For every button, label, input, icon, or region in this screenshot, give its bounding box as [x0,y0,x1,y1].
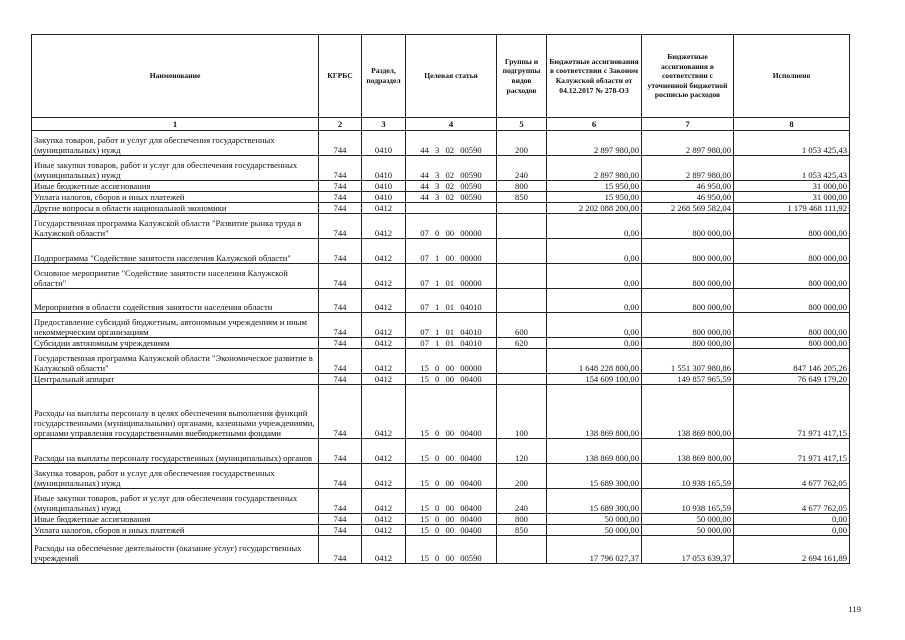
cell-executed: 31 000,00 [734,181,850,192]
header-section: Раздел, подраздел [362,35,406,118]
table-row [32,439,850,464]
cell-law: 0,00 [547,289,642,313]
cell-target: 07 1 01 04010 [406,289,497,313]
cell-executed: 800 000,00 [734,239,850,264]
cell-law: 138 869 800,00 [547,385,642,439]
cell-target [406,203,497,214]
cell-revised: 149 857 965,59 [642,374,734,385]
cell-group: 800 [497,514,547,525]
cell-revised: 46 950,00 [642,181,734,192]
cell-executed: 1 179 468 111,92 [734,203,850,214]
cell-law: 2 897 980,00 [547,131,642,156]
cell-revised: 2 897 980,00 [642,156,734,181]
cell-kgrbs: 744 [319,514,362,525]
cell-revised: 800 000,00 [642,289,734,313]
cell-kgrbs: 744 [319,525,362,536]
cell-kgrbs: 744 [319,349,362,374]
cell-law: 17 796 027,37 [547,536,642,564]
cell-revised: 800 000,00 [642,214,734,239]
table-body [32,131,850,564]
cell-group: 620 [497,338,547,349]
table-row [32,525,850,536]
cell-name: Субсидии автономным учреждениям [32,338,319,349]
cell-group [497,374,547,385]
cell-target: 15 0 00 00400 [406,374,497,385]
cell-group [497,289,547,313]
cell-revised: 800 000,00 [642,239,734,264]
column-number: 2 [319,118,362,131]
table-row [32,349,850,374]
cell-target: 07 1 01 04010 [406,313,497,338]
column-number: 3 [362,118,406,131]
cell-group: 240 [497,156,547,181]
cell-executed: 800 000,00 [734,214,850,239]
cell-executed: 0,00 [734,525,850,536]
cell-kgrbs: 744 [319,338,362,349]
table-row [32,131,850,156]
cell-target: 15 0 00 00400 [406,385,497,439]
cell-executed: 800 000,00 [734,313,850,338]
cell-law: 15 689 300,00 [547,489,642,514]
table-row [32,338,850,349]
cell-section: 0410 [362,131,406,156]
cell-executed: 31 000,00 [734,192,850,203]
cell-group: 100 [497,385,547,439]
cell-section: 0412 [362,214,406,239]
cell-executed: 0,00 [734,514,850,525]
header-group: Группы и подгруппы видов расходов [497,35,547,118]
cell-kgrbs: 744 [319,264,362,289]
cell-group [497,536,547,564]
cell-name: Иные закупки товаров, работ и услуг для обеспечения государственных (муниципальных) нужд [32,156,319,181]
table-row [32,313,850,338]
column-number: 6 [547,118,642,131]
cell-target: 15 0 00 00400 [406,464,497,489]
cell-target: 44 3 02 00590 [406,192,497,203]
cell-law: 50 000,00 [547,514,642,525]
cell-name: Иные бюджетные ассигнования [32,181,319,192]
cell-target: 07 1 01 00000 [406,264,497,289]
cell-target: 15 0 00 00000 [406,349,497,374]
cell-law: 15 950,00 [547,192,642,203]
cell-revised: 50 000,00 [642,514,734,525]
cell-group: 240 [497,489,547,514]
cell-section: 0410 [362,192,406,203]
cell-section: 0412 [362,536,406,564]
cell-section: 0412 [362,439,406,464]
cell-group [497,203,547,214]
cell-kgrbs: 744 [319,439,362,464]
header-row [32,35,850,118]
cell-kgrbs: 744 [319,289,362,313]
cell-kgrbs: 744 [319,192,362,203]
header-law: Бюджетные ассигнования в соответствии с Законом Калужской области от 04.12.2017 № 278-ОЗ [547,35,642,118]
cell-revised: 10 938 165,59 [642,464,734,489]
cell-revised: 46 950,00 [642,192,734,203]
cell-section: 0412 [362,239,406,264]
cell-executed: 1 053 425,43 [734,131,850,156]
cell-revised: 800 000,00 [642,264,734,289]
cell-executed: 71 971 417,15 [734,385,850,439]
cell-section: 0412 [362,338,406,349]
cell-name: Государственная программа Калужской области "Экономическое развитие в Калужской области" [32,349,319,374]
cell-revised: 2 268 569 582,04 [642,203,734,214]
table-row [32,203,850,214]
header-name: Наименование [32,35,319,118]
cell-executed: 76 649 179,20 [734,374,850,385]
cell-executed: 4 677 762,05 [734,489,850,514]
cell-revised: 138 869 800,00 [642,439,734,464]
cell-section: 0412 [362,264,406,289]
cell-target: 15 0 00 00400 [406,514,497,525]
header-executed: Исполнено [734,35,850,118]
cell-section: 0410 [362,181,406,192]
cell-name: Государственная программа Калужской области "Развитие рынка труда в Калужской области" [32,214,319,239]
cell-target: 07 1 01 04010 [406,338,497,349]
column-number: 7 [642,118,734,131]
header-kgrbs: КГРБС [319,35,362,118]
cell-section: 0412 [362,374,406,385]
table-row [32,374,850,385]
cell-name: Расходы на выплаты персоналу в целях обеспечения выполнения функций государственными (муниципальными) органами, казенными учреждениями, органами управления государственными внебюджетными фондами [32,385,319,439]
cell-revised: 17 053 639,37 [642,536,734,564]
cell-name: Основное мероприятие "Содействие занятости населения Калужской области" [32,264,319,289]
cell-group: 200 [497,464,547,489]
cell-kgrbs: 744 [319,385,362,439]
column-number: 4 [406,118,497,131]
cell-name: Центральный аппарат [32,374,319,385]
cell-name: Иные бюджетные ассигнования [32,514,319,525]
cell-group: 120 [497,439,547,464]
cell-executed: 1 053 425,43 [734,156,850,181]
cell-kgrbs: 744 [319,214,362,239]
table-row [32,214,850,239]
table-row [32,489,850,514]
table-row [32,181,850,192]
cell-law: 0,00 [547,239,642,264]
cell-group [497,264,547,289]
cell-executed: 847 146 205,26 [734,349,850,374]
cell-group [497,239,547,264]
cell-section: 0412 [362,313,406,338]
cell-law: 0,00 [547,313,642,338]
column-number: 8 [734,118,850,131]
cell-target: 44 3 02 00590 [406,181,497,192]
table-row [32,264,850,289]
table-row [32,536,850,564]
cell-executed: 4 677 762,05 [734,464,850,489]
cell-revised: 50 000,00 [642,525,734,536]
cell-target: 44 3 02 00590 [406,156,497,181]
cell-law: 0,00 [547,264,642,289]
cell-group [497,349,547,374]
cell-name: Уплата налогов, сборов и иных платежей [32,525,319,536]
cell-law: 138 869 800,00 [547,439,642,464]
table-row [32,289,850,313]
cell-revised: 138 869 800,00 [642,385,734,439]
table-row [32,156,850,181]
cell-section: 0412 [362,289,406,313]
cell-revised: 2 897 980,00 [642,131,734,156]
cell-group: 200 [497,131,547,156]
cell-name: Предоставление субсидий бюджетным, автономным учреждениям и иным некоммерческим организациям [32,313,319,338]
cell-executed: 800 000,00 [734,289,850,313]
column-number-row [32,118,850,131]
header-target: Целевая статья [406,35,497,118]
cell-law: 15 950,00 [547,181,642,192]
cell-group: 850 [497,192,547,203]
cell-name: Закупка товаров, работ и услуг для обеспечения государственных (муниципальных) нужд [32,131,319,156]
cell-revised: 1 551 307 980,86 [642,349,734,374]
cell-name: Подпрограмма "Содействие занятости населения Калужской области" [32,239,319,264]
cell-law: 0,00 [547,338,642,349]
cell-law: 2 897 980,00 [547,156,642,181]
cell-name: Расходы на выплаты персоналу государственных (муниципальных) органов [32,439,319,464]
cell-law: 0,00 [547,214,642,239]
cell-kgrbs: 744 [319,489,362,514]
cell-name: Мероприятия в области содействия занятости населения области [32,289,319,313]
header-revised: Бюджетные ассигнования в соответствии с уточненной бюджетной росписью расходов [642,35,734,118]
column-number: 5 [497,118,547,131]
cell-name: Закупка товаров, работ и услуг для обеспечения государственных (муниципальных) нужд [32,464,319,489]
cell-law: 50 000,00 [547,525,642,536]
cell-kgrbs: 744 [319,181,362,192]
cell-law: 1 648 228 800,00 [547,349,642,374]
cell-section: 0412 [362,489,406,514]
cell-name: Иные закупки товаров, работ и услуг для обеспечения государственных (муниципальных) нужд [32,489,319,514]
cell-revised: 10 938 165,59 [642,489,734,514]
cell-name: Уплата налогов, сборов и иных платежей [32,192,319,203]
table-row [32,514,850,525]
cell-kgrbs: 744 [319,131,362,156]
cell-section: 0412 [362,525,406,536]
cell-target: 15 0 00 00400 [406,525,497,536]
column-number: 1 [32,118,319,131]
cell-executed: 800 000,00 [734,264,850,289]
cell-kgrbs: 744 [319,156,362,181]
table-row [32,239,850,264]
cell-target: 15 0 00 00590 [406,536,497,564]
cell-executed: 71 971 417,15 [734,439,850,464]
cell-target: 15 0 00 00400 [406,489,497,514]
cell-revised: 800 000,00 [642,338,734,349]
cell-group: 800 [497,181,547,192]
budget-table-page [31,34,850,564]
cell-law: 154 609 100,00 [547,374,642,385]
cell-section: 0412 [362,385,406,439]
cell-target: 07 0 00 00000 [406,214,497,239]
cell-target: 07 1 00 00000 [406,239,497,264]
cell-target: 15 0 00 00400 [406,439,497,464]
cell-name: Другие вопросы в области национальной экономики [32,203,319,214]
table-row [32,192,850,203]
cell-law: 15 689 300,00 [547,464,642,489]
table-row [32,464,850,489]
cell-section: 0412 [362,514,406,525]
cell-kgrbs: 744 [319,536,362,564]
cell-section: 0412 [362,349,406,374]
cell-section: 0412 [362,203,406,214]
cell-group: 600 [497,313,547,338]
cell-kgrbs: 744 [319,203,362,214]
cell-name: Расходы на обеспечение деятельности (оказание услуг) государственных учреждений [32,536,319,564]
cell-group [497,214,547,239]
budget-table [31,34,850,564]
cell-section: 0412 [362,464,406,489]
cell-kgrbs: 744 [319,374,362,385]
cell-group: 850 [497,525,547,536]
cell-executed: 800 000,00 [734,338,850,349]
cell-target: 44 3 02 00590 [406,131,497,156]
cell-section: 0410 [362,156,406,181]
cell-law: 2 202 088 200,00 [547,203,642,214]
table-row [32,385,850,439]
cell-executed: 2 694 161,89 [734,536,850,564]
cell-kgrbs: 744 [319,239,362,264]
cell-kgrbs: 744 [319,464,362,489]
cell-revised: 800 000,00 [642,313,734,338]
cell-kgrbs: 744 [319,313,362,338]
page-number: 119 [848,604,861,614]
